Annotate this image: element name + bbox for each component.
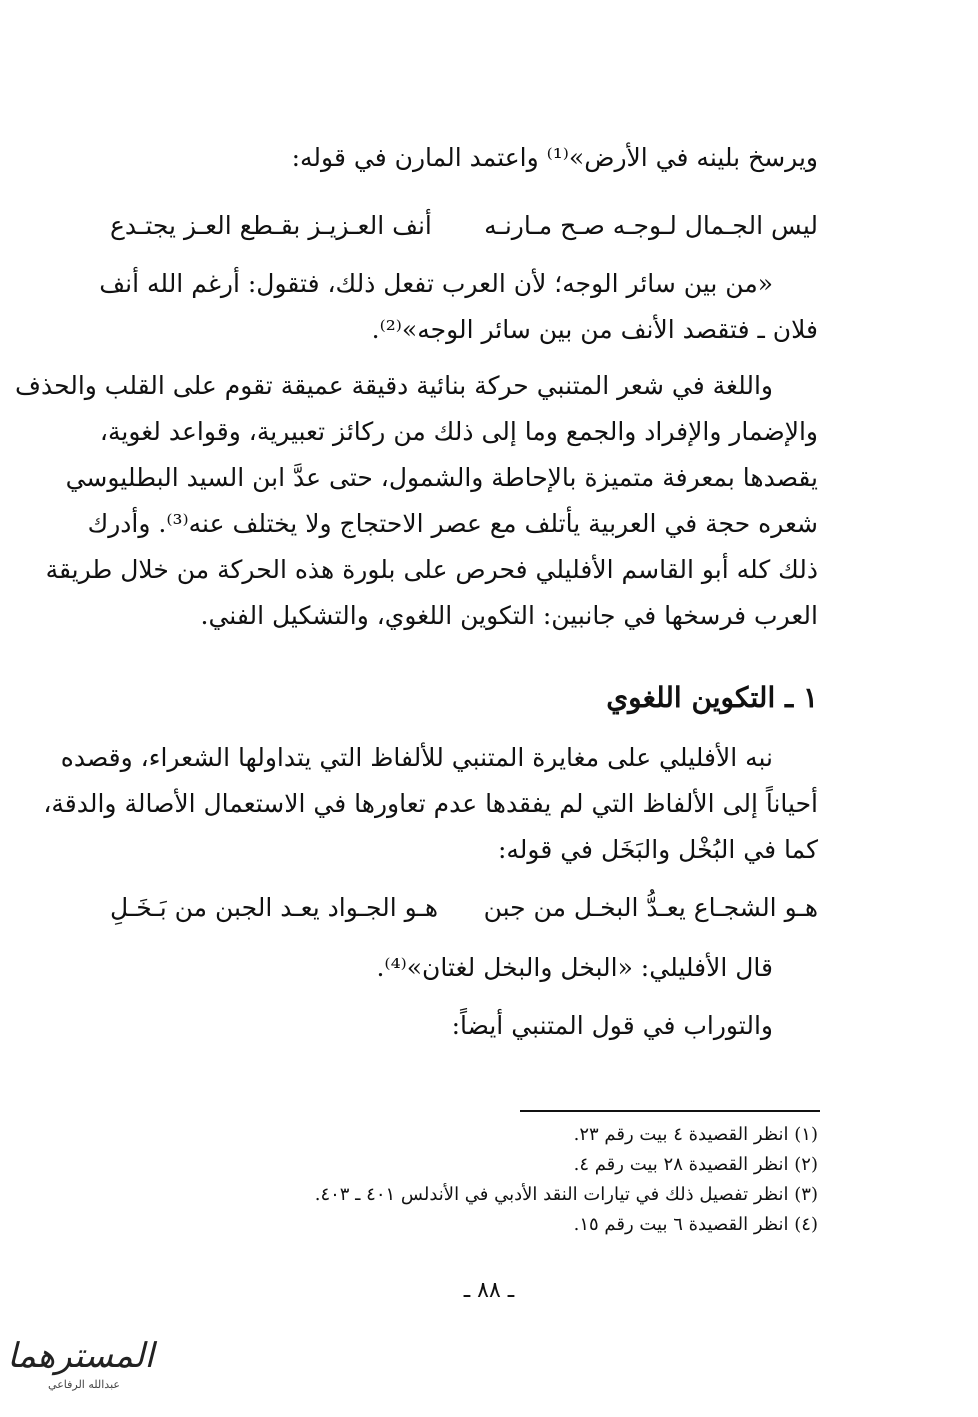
stamp-subtext: عبدالله الرفاعي bbox=[48, 1378, 120, 1391]
verse-1-hemistich-1: ليس الجـمال لـوجـه صـح مـارنـه bbox=[484, 211, 818, 240]
verse-1 bbox=[110, 208, 818, 244]
text-line-7: شعره حجة في العربية يأتلف مع عصر الاحتجاج ولا يختلف عنه⁽³⁾. وأدرك bbox=[87, 509, 818, 538]
footnote-1: (١) انظر القصيدة ٤ بيت رقم ٢٣. bbox=[573, 1124, 818, 1145]
text-line-10: نبه الأفليلي على مغايرة المتنبي للألفاظ التي يتداولها الشعراء، وقصده bbox=[60, 743, 773, 772]
text-line-9: العرب فرسخها في جانبين: التكوين اللغوي، والتشكيل الفني. bbox=[200, 601, 818, 630]
verse-2-hemistich-1: هـو الشجـاع يعـدُّ البخـل من جبن bbox=[483, 893, 818, 922]
text-line-5: والإضمار والإفراد والجمع وما إلى ذلك من ركائز تعبيرية، وقواعد لغوية، bbox=[99, 417, 818, 446]
text-line-6: يقصدها بمعرفة متميزة بالإحاطة والشمول، حتى عدَّ ابن السيد البطليوسي bbox=[65, 463, 818, 492]
verse-2 bbox=[110, 890, 818, 926]
verse-2-hemistich-2: هـو الجـواد يعـد الجبن من بَـخَـلِ bbox=[110, 893, 439, 922]
page-number: ـ ٨٨ ـ bbox=[463, 1278, 515, 1303]
text-line-12: كما في البُخْل والبَخَل في قوله: bbox=[497, 835, 818, 864]
text-line-4: واللغة في شعر المتنبي حركة بنائية دقيقة عميقة تقوم على القلب والحذف bbox=[15, 371, 773, 400]
text-line-8: ذلك كله أبو القاسم الأفليلي فحرص على بلورة هذه الحركة من خلال طريقة bbox=[45, 555, 818, 584]
footnote-3: (٣) انظر تفصيل ذلك في تيارات النقد الأدبي في الأندلس ٤٠١ ـ ٤٠٣. bbox=[314, 1184, 818, 1205]
footnote-4: (٤) انظر القصيدة ٦ بيت رقم ١٥. bbox=[573, 1214, 818, 1235]
footnote-2: (٢) انظر القصيدة ٢٨ بيت رقم ٤. bbox=[573, 1154, 818, 1175]
text-line-1: ويرسخ بلينه في الأرض»⁽¹⁾ واعتمد المارن في قوله: bbox=[291, 143, 818, 172]
verse-1-hemistich-2: أنف العـزيـز بقـطع العـز يجتـدع bbox=[110, 211, 432, 240]
text-line-14: والتوراب في قول المتنبي أيضاً: bbox=[451, 1011, 773, 1040]
footnote-separator bbox=[520, 1110, 820, 1112]
text-line-2: «من بين سائر الوجه؛ لأن العرب تفعل ذلك، فتقول: أرغم الله أنف bbox=[99, 269, 773, 298]
section-heading: ١ ـ التكوين اللغوي bbox=[606, 681, 818, 714]
text-line-13: قال الأفليلي: «البخل والبخل لغتان»⁽⁴⁾. bbox=[376, 953, 773, 982]
stamp-text: المسترهما bbox=[7, 1336, 154, 1376]
library-stamp-logo bbox=[7, 1330, 154, 1400]
text-line-11: أحياناً إلى الألفاظ التي لم يفقدها عدم تعاورها في الاستعمال الأصالة والدقة، bbox=[43, 789, 818, 818]
text-line-3: فلان ـ فتقصد الأنف من بين سائر الوجه»⁽²⁾. bbox=[371, 315, 818, 344]
